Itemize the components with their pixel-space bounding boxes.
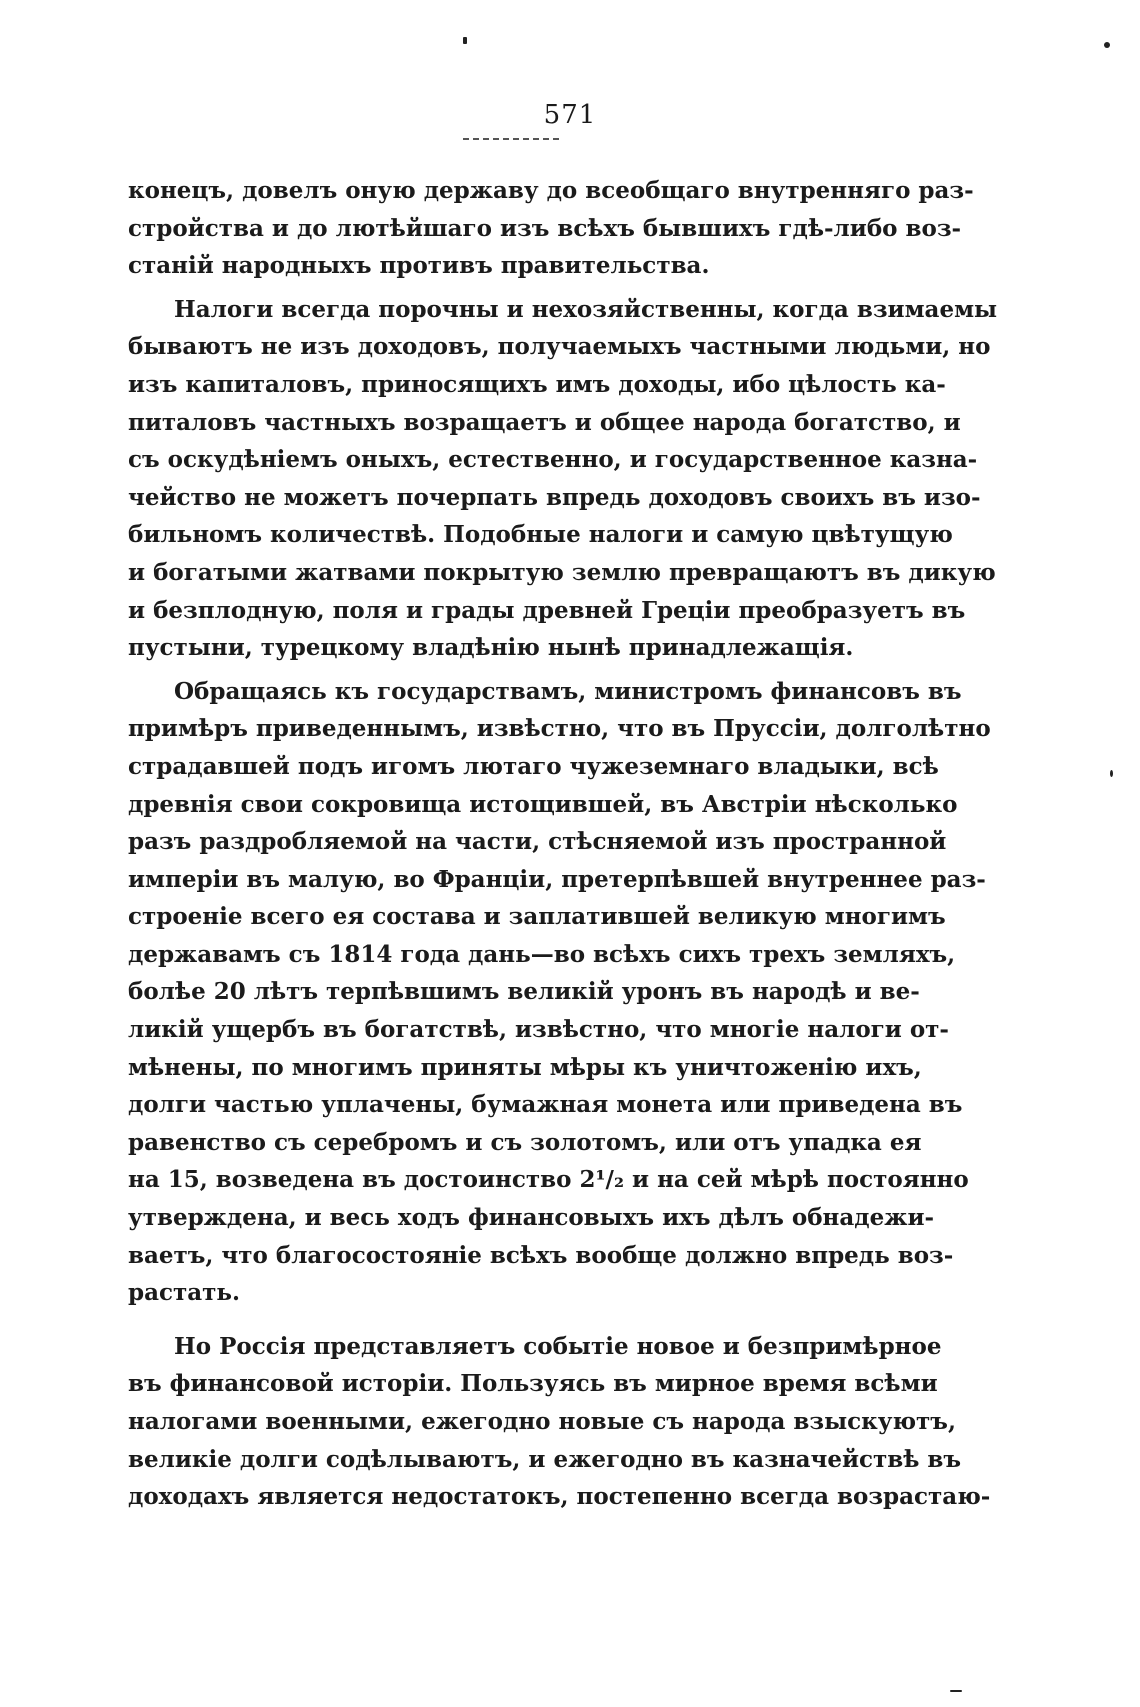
text-line: ваетъ, что благосостояніе всѣхъ вообще должно впредь воз- — [128, 1241, 954, 1269]
text-line: великіе долги содѣлываютъ, и ежегодно въ казначействѣ въ — [128, 1445, 962, 1473]
scan-speck — [950, 1690, 962, 1692]
text-line: на 15, возведена въ достоинство 2¹/₂ и на сей мѣрѣ постоянно — [128, 1166, 969, 1194]
text-line: примѣръ приведеннымъ, извѣстно, что въ Пруссіи, долголѣтно — [128, 715, 991, 743]
text-line: доходахъ является недостатокъ, постепенно всегда возрастаю- — [128, 1483, 991, 1511]
text-line: разъ раздробляемой на части, стѣсняемой изъ пространной — [128, 828, 947, 856]
text-line: съ оскудѣніемъ оныхъ, естественно, и государственное казна- — [128, 446, 978, 474]
text-line: долги частью уплачены, бумажная монета или приведена въ — [128, 1091, 963, 1119]
page-number: 571 — [543, 100, 597, 130]
paragraph — [128, 291, 998, 667]
text-line: имперіи въ малую, во Франціи, претерпѣвшей внутреннее раз- — [128, 865, 986, 893]
text-line: страдавшей подъ игомъ лютаго чужеземнаго владыки, всѣ — [128, 752, 939, 780]
text-line: древнія свои сокровища истощившей, въ Австріи нѣсколько — [128, 790, 958, 818]
paragraph — [128, 172, 974, 285]
paragraph — [128, 673, 991, 1312]
text-line: бываютъ не изъ доходовъ, получаемыхъ частными людьми, но — [128, 333, 991, 361]
text-line: строеніе всего ея состава и заплатившей великую многимъ — [128, 903, 946, 931]
text-line: бильномъ количествѣ. Подобные налоги и самую цвѣтущую — [128, 521, 953, 549]
text-line: въ финансовой исторіи. Пользуясь въ мирное время всѣми — [128, 1370, 938, 1398]
text-line: державамъ съ 1814 года дань—во всѣхъ сихъ трехъ земляхъ, — [128, 940, 956, 968]
page-number-rule — [463, 138, 559, 140]
text-line: ликій ущербъ въ богатствѣ, извѣстно, что многіе налоги от- — [128, 1016, 949, 1044]
text-line: налогами военными, ежегодно новые съ народа взыскуютъ, — [128, 1408, 956, 1435]
text-line: болѣе 20 лѣтъ терпѣвшимъ великій уронъ въ народѣ и ве- — [128, 978, 920, 1006]
scan-speck — [1110, 770, 1113, 777]
text-line: утверждена, и весь ходъ финансовыхъ ихъ дѣлъ обнадежи- — [128, 1204, 935, 1232]
text-line: изъ капиталовъ, приносящихъ имъ доходы, ибо цѣлость ка- — [128, 370, 946, 398]
text-line: Обращаясь къ государствамъ, министромъ финансовъ въ — [174, 677, 962, 705]
text-line: растать. — [128, 1279, 241, 1307]
text-line: и безплодную, поля и грады древней Греціи преобразуетъ въ — [128, 596, 966, 624]
text-line: Налоги всегда порочны и нехозяйственны, когда взимаемы — [174, 295, 998, 323]
text-line: Но Россія представляетъ событіе новое и безпримѣрное — [174, 1332, 942, 1360]
scan-speck — [1104, 42, 1110, 48]
paragraph — [128, 1328, 991, 1516]
page-body-text — [128, 172, 998, 1516]
text-line: пустыни, турецкому владѣнію нынѣ принадлежащія. — [128, 634, 854, 662]
text-line: мѣнены, по многимъ приняты мѣры къ уничтоженію ихъ, — [128, 1053, 922, 1081]
text-line: чейство не можетъ почерпать впредь доходовъ своихъ въ изо- — [128, 483, 981, 511]
scan-speck — [463, 37, 467, 44]
text-line: конецъ, довелъ оную державу до всеобщаго внутренняго раз- — [128, 177, 974, 204]
text-line: стройства и до лютѣйшаго изъ всѣхъ бывшихъ гдѣ-либо воз- — [128, 214, 962, 242]
text-line: питаловъ частныхъ возращаетъ и общее народа богатство, и — [128, 408, 961, 436]
text-line: станій народныхъ противъ правительства. — [128, 252, 710, 280]
text-line: и богатыми жатвами покрытую землю превращаютъ въ дикую — [128, 558, 996, 586]
text-line: равенство съ серебромъ и съ золотомъ, или отъ упадка ея — [128, 1128, 922, 1156]
